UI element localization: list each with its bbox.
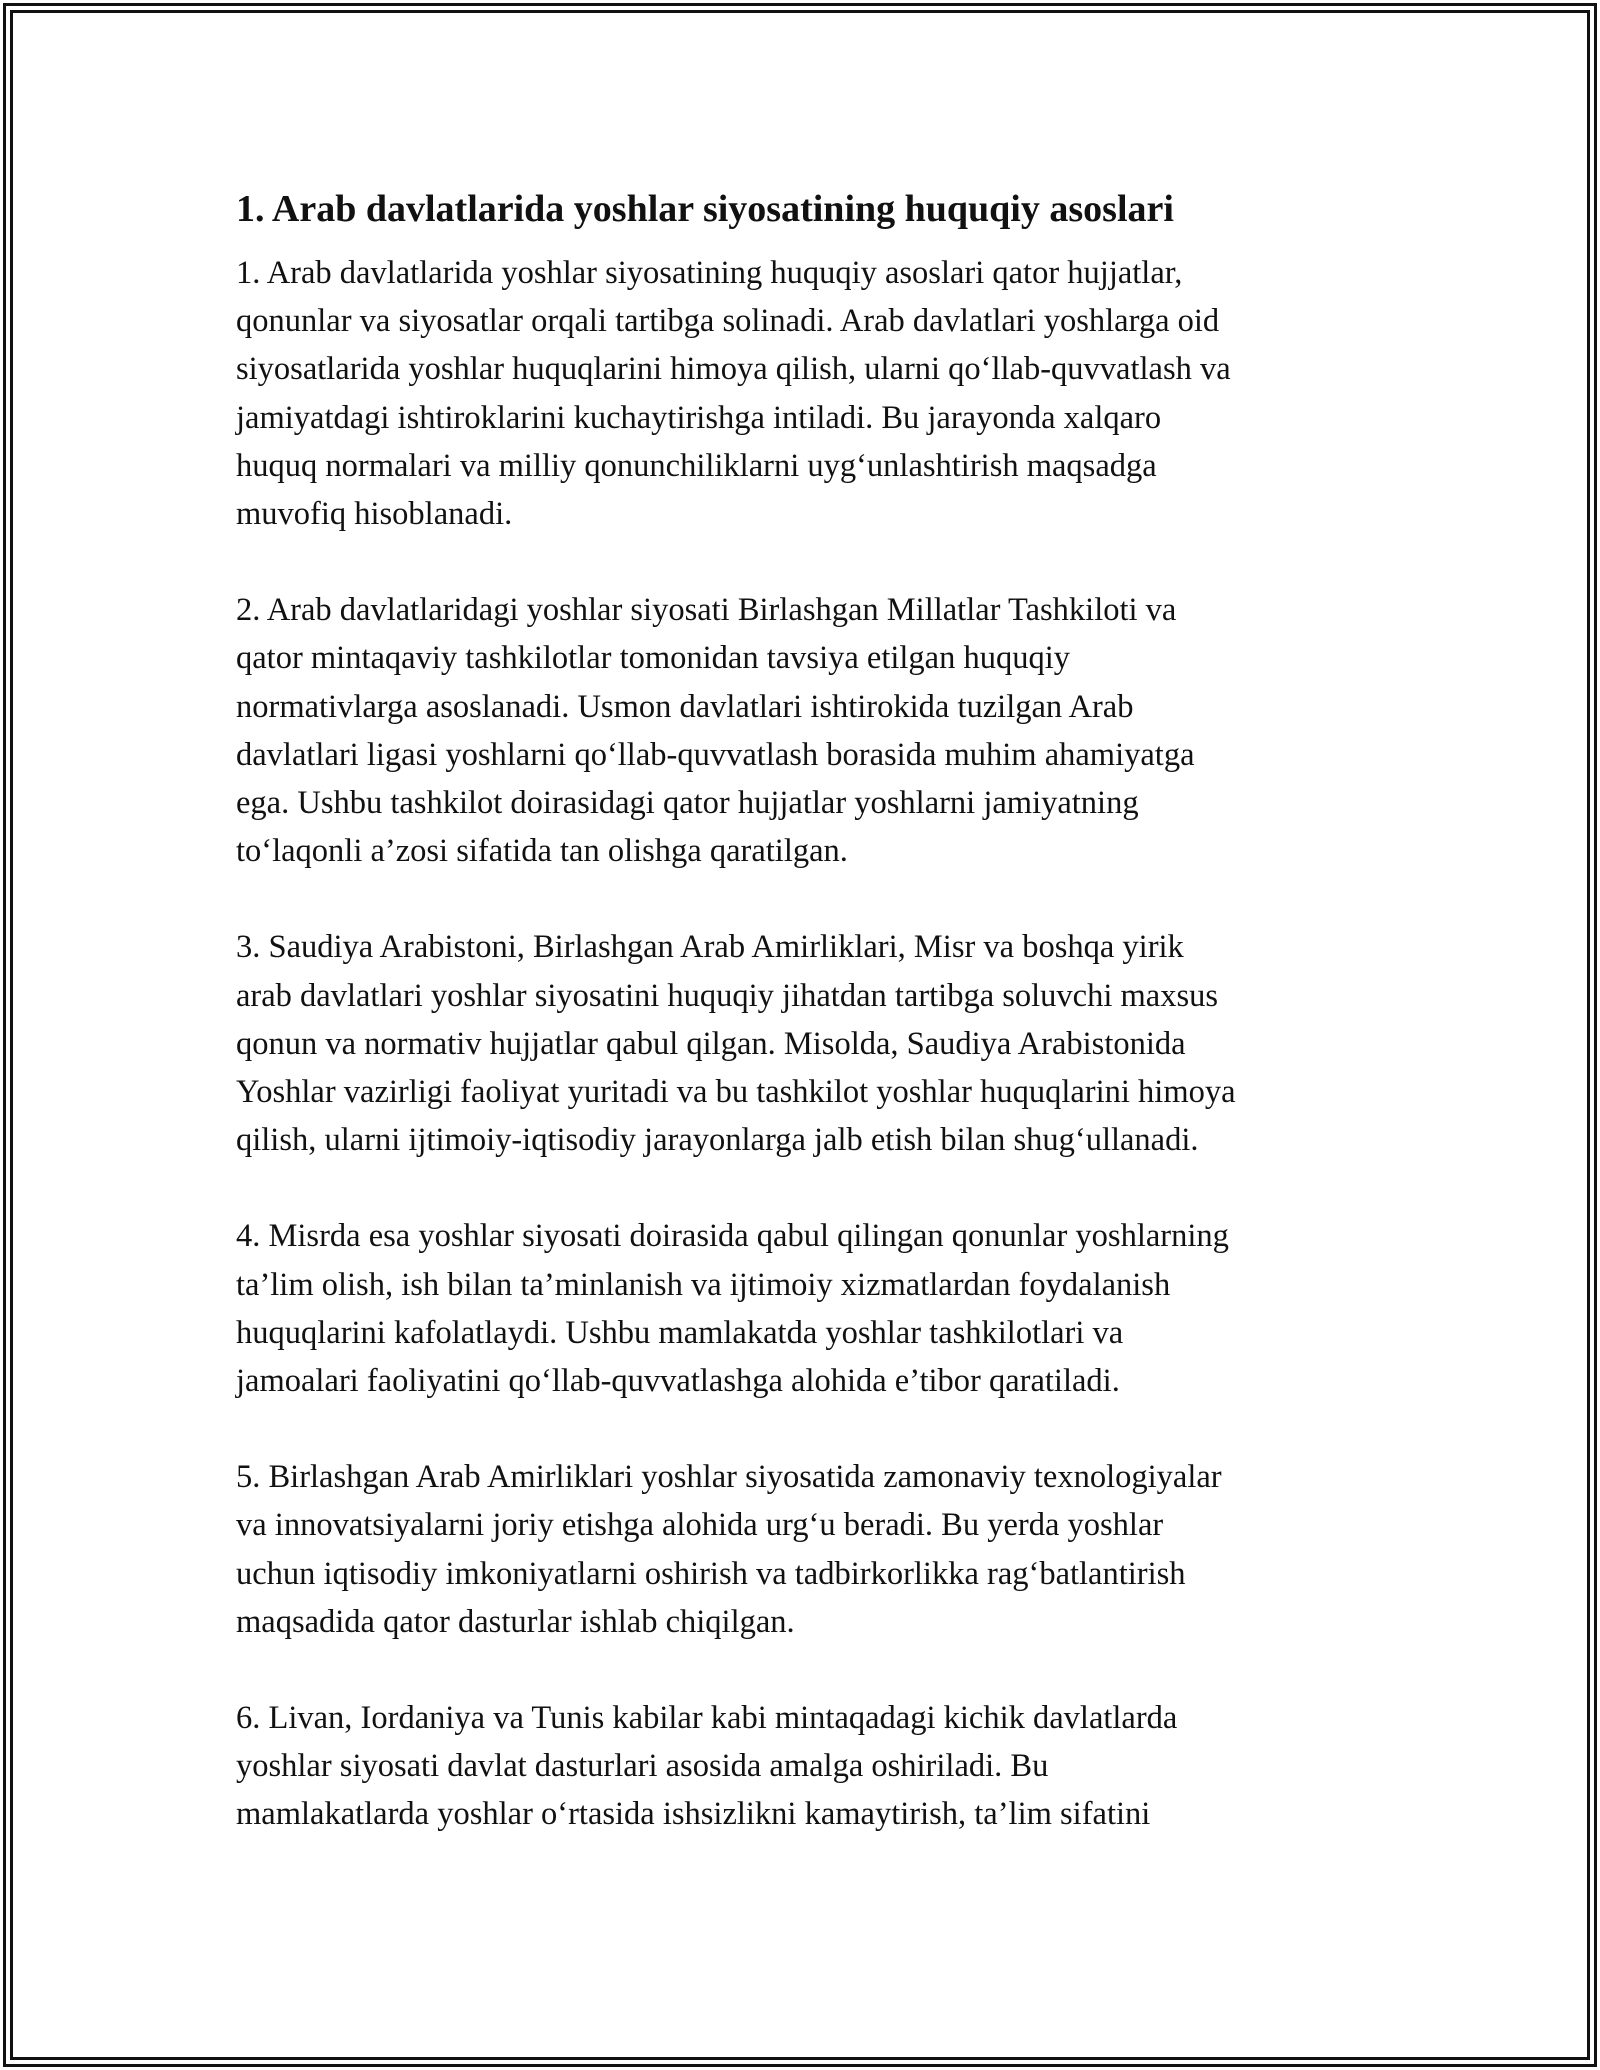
document-body [236, 185, 1386, 1887]
paragraph-line: jamoalari faoliyatini qo‘llab-quvvatlashga alohida e’tibor qaratiladi. [236, 1363, 1120, 1400]
paragraph-6 [236, 1694, 1386, 1839]
paragraph-line: huquqlarini kafolatlaydi. Ushbu mamlakatda yoshlar tashkilotlari va [236, 1314, 1124, 1351]
paragraph-line: yoshlar siyosati davlat dasturlari asosida amalga oshiriladi. Bu [236, 1748, 1049, 1785]
paragraph-2 [236, 586, 1386, 875]
paragraph-line: uchun iqtisodiy imkoniyatlarni oshirish va tadbirkorlikka rag‘batlantirish [236, 1555, 1186, 1592]
paragraph-line: va innovatsiyalarni joriy etishga alohida urg‘u beradi. Bu yerda yoshlar [236, 1507, 1164, 1544]
paragraph-line: ega. Ushbu tashkilot doirasidagi qator hujjatlar yoshlarni jamiyatning [236, 785, 1139, 822]
paragraph-line: mamlakatlarda yoshlar o‘rtasida ishsizlikni kamaytirish, ta’lim sifatini [236, 1796, 1151, 1833]
paragraph-5 [236, 1453, 1386, 1646]
paragraph-line: siyosatlarida yoshlar huquqlarini himoya qilish, ularni qo‘llab-quvvatlash va [236, 351, 1231, 388]
paragraph-1 [236, 249, 1386, 538]
paragraph-line: davlatlari ligasi yoshlarni qo‘llab-quvvatlash borasida muhim ahamiyatga [236, 736, 1195, 773]
paragraph-line: 3. Saudiya Arabistoni, Birlashgan Arab Amirliklari, Misr va boshqa yirik [236, 929, 1184, 966]
paragraph-3 [236, 923, 1386, 1164]
paragraph-line: qilish, ularni ijtimoiy-iqtisodiy jarayonlarga jalb etish bilan shug‘ullanadi. [236, 1122, 1199, 1159]
paragraph-line: qonunlar va siyosatlar orqali tartibga solinadi. Arab davlatlari yoshlarga oid [236, 303, 1220, 340]
paragraph-line: to‘laqonli a’zosi sifatida tan olishga qaratilgan. [236, 833, 848, 870]
paragraph-4 [236, 1212, 1386, 1405]
paragraph-line: 4. Misrda esa yoshlar siyosati doirasida qabul qilingan qonunlar yoshlarning [236, 1218, 1229, 1255]
paragraph-line: 5. Birlashgan Arab Amirliklari yoshlar siyosatida zamonaviy texnologiyalar [236, 1459, 1222, 1496]
paragraph-line: jamiyatdagi ishtiroklarini kuchaytirishga intiladi. Bu jarayonda xalqaro [236, 399, 1162, 436]
document-title: 1. Arab davlatlarida yoshlar siyosatining huquqiy asoslari [236, 188, 1174, 230]
paragraph-line: 1. Arab davlatlarida yoshlar siyosatining huquqiy asoslari qator hujjatlar, [236, 255, 1183, 291]
paragraph-line: maqsadida qator dasturlar ishlab chiqilgan. [236, 1603, 795, 1640]
paragraph-line: muvofiq hisoblanadi. [236, 496, 513, 533]
paragraph-line: qonun va normativ hujjatlar qabul qilgan. Misolda, Saudiya Arabistonida [236, 1025, 1186, 1062]
paragraph-line: huquq normalari va milliy qonunchiliklarni uyg‘unlashtirish maqsadga [236, 447, 1157, 484]
paragraph-line: Yoshlar vazirligi faoliyat yuritadi va bu tashkilot yoshlar huquqlarini himoya [236, 1074, 1236, 1111]
paragraph-line: arab davlatlari yoshlar siyosatini huquqiy jihatdan tartibga soluvchi maxsus [236, 977, 1219, 1014]
paragraph-line: ta’lim olish, ish bilan ta’minlanish va ijtimoiy xizmatlardan foydalanish [236, 1266, 1171, 1303]
paragraph-line: normativlarga asoslanadi. Usmon davlatlari ishtirokida tuzilgan Arab [236, 688, 1134, 725]
paragraph-line: 6. Livan, Iordaniya va Tunis kabilar kabi mintaqadagi kichik davlatlarda [236, 1700, 1178, 1737]
paragraph-line: 2. Arab davlatlaridagi yoshlar siyosati Birlashgan Millatlar Tashkiloti va [236, 592, 1177, 629]
paragraph-line: qator mintaqaviy tashkilotlar tomonidan tavsiya etilgan huquqiy [236, 640, 1071, 677]
